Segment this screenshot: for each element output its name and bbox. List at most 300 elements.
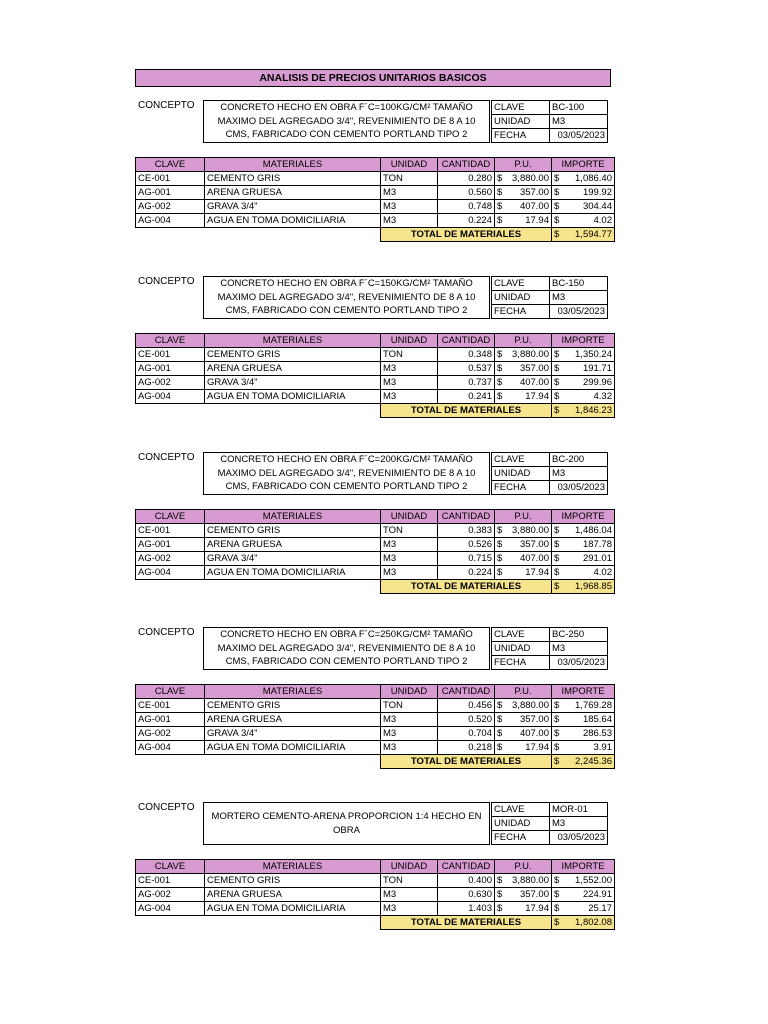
table-row [136,699,615,713]
table-row [136,741,615,755]
row-material: CEMENTO GRIS [205,699,381,713]
table-row [136,888,615,902]
row-clave: AG-001 [136,186,205,200]
row-pu [495,390,552,404]
unidad-value: M3 [550,642,608,656]
row-pu [495,902,552,916]
row-material: AGUA EN TOMA DOMICILIARIA [205,214,381,228]
currency-sign: $ [554,903,560,914]
row-cantidad: 0.348 [438,348,495,362]
column-header: CLAVE [136,510,205,524]
row-clave: AG-002 [136,727,205,741]
row-cantidad: 1.403 [438,902,495,916]
row-cantidad: 0.715 [438,552,495,566]
row-material: CEMENTO GRIS [205,172,381,186]
fecha-label: FECHA [492,481,550,495]
row-importe [552,390,615,404]
row-unidad: M3 [381,741,438,755]
document-title: ANALISIS DE PRECIOS UNITARIOS BASICOS [135,69,611,87]
importe-value: 3.91 [593,742,612,753]
materials-table [135,157,615,242]
total-value-cell [552,916,615,930]
importe-value: 1,552.00 [575,875,612,886]
currency-sign: $ [497,377,503,388]
column-header: IMPORTE [552,860,615,874]
column-header: MATERIALES [205,860,381,874]
pu-value: 3,880.00 [512,349,549,360]
row-unidad: M3 [381,888,438,902]
table-row [136,538,615,552]
table-row [136,214,615,228]
row-material: CEMENTO GRIS [205,524,381,538]
row-clave: AG-004 [136,741,205,755]
table-row [136,200,615,214]
row-unidad: M3 [381,376,438,390]
row-importe [552,376,615,390]
column-header: UNIDAD [381,334,438,348]
row-clave: AG-002 [136,376,205,390]
unidad-label: UNIDAD [492,291,550,305]
row-cantidad: 0.241 [438,390,495,404]
currency-sign: $ [554,525,560,536]
row-importe [552,699,615,713]
unidad-value: M3 [550,291,608,305]
concept-description: CONCRETO HECHO EN OBRA F´C=250KG/CM² TAMAÑO MAXIMO DEL AGREGADO 3/4", REVENIMIENTO DE 8 A 10 CMS, FABRICADO CON CEMENTO PORTLAND TIPO 2 [203,627,490,670]
row-importe [552,888,615,902]
row-cantidad: 0.400 [438,874,495,888]
row-clave: CE-001 [136,699,205,713]
row-pu [495,538,552,552]
row-unidad: TON [381,348,438,362]
pu-value: 407.00 [519,377,549,388]
concept-description: CONCRETO HECHO EN OBRA F´C=200KG/CM² TAMAÑO MAXIMO DEL AGREGADO 3/4", REVENIMIENTO DE 8 A 10 CMS, FABRICADO CON CEMENTO PORTLAND TIPO 2 [203,452,490,495]
currency-sign: $ [554,349,560,360]
row-material: ARENA GRUESA [205,538,381,552]
currency-sign: $ [554,539,560,550]
currency-sign: $ [554,728,560,739]
row-pu [495,186,552,200]
currency-sign: $ [497,700,503,711]
row-cantidad: 0.520 [438,713,495,727]
table-row [136,524,615,538]
table-row [136,186,615,200]
row-material: AGUA EN TOMA DOMICILIARIA [205,741,381,755]
currency-sign: $ [497,187,503,198]
row-material: AGUA EN TOMA DOMICILIARIA [205,390,381,404]
concept-description: MORTERO CEMENTO-ARENA PROPORCION 1:4 HECHO EN OBRA [203,802,490,845]
row-pu [495,552,552,566]
column-header: IMPORTE [552,158,615,172]
row-pu [495,727,552,741]
fecha-value: 03/05/2023 [550,656,608,670]
row-pu [495,713,552,727]
currency-sign: $ [554,173,560,184]
row-importe [552,524,615,538]
column-header: MATERIALES [205,685,381,699]
row-unidad: M3 [381,214,438,228]
currency-sign: $ [497,742,503,753]
fecha-value: 03/05/2023 [550,481,608,495]
fecha-label: FECHA [492,831,550,845]
currency-sign: $ [554,215,560,226]
row-pu [495,200,552,214]
row-unidad: M3 [381,566,438,580]
importe-value: 25.17 [588,903,612,914]
column-header: IMPORTE [552,685,615,699]
column-header: CANTIDAD [438,334,495,348]
importe-value: 187.78 [582,539,612,550]
currency-sign: $ [497,714,503,725]
currency-sign: $ [497,215,503,226]
row-material: CEMENTO GRIS [205,348,381,362]
table-row [136,713,615,727]
total-value: 2,245.36 [575,756,612,767]
concepto-label: CONCEPTO [138,627,195,638]
total-value: 1,968.85 [575,581,612,592]
pu-value: 407.00 [519,728,549,739]
row-importe [552,362,615,376]
importe-value: 191.71 [582,363,612,374]
row-material: ARENA GRUESA [205,713,381,727]
row-cantidad: 0.537 [438,362,495,376]
importe-value: 291.01 [582,553,612,564]
currency-sign: $ [554,581,560,592]
materials-table [135,684,615,769]
fecha-label: FECHA [492,305,550,319]
row-pu [495,699,552,713]
row-clave: AG-002 [136,200,205,214]
pu-value: 17.94 [525,391,549,402]
row-cantidad: 0.218 [438,741,495,755]
currency-sign: $ [554,917,560,928]
column-header: P.U. [495,860,552,874]
importe-value: 1,350.24 [575,349,612,360]
currency-sign: $ [497,567,503,578]
table-row [136,552,615,566]
pu-value: 17.94 [525,903,549,914]
row-clave: CE-001 [136,172,205,186]
row-unidad: TON [381,172,438,186]
currency-sign: $ [497,903,503,914]
importe-value: 1,769.28 [575,700,612,711]
row-cantidad: 0.526 [438,538,495,552]
row-unidad: M3 [381,186,438,200]
unidad-value: M3 [550,467,608,481]
row-cantidad: 0.280 [438,172,495,186]
table-row [136,376,615,390]
unidad-label: UNIDAD [492,467,550,481]
clave-value: BC-200 [550,453,608,467]
concept-meta [491,802,608,845]
importe-value: 1,086.40 [575,173,612,184]
pu-value: 17.94 [525,215,549,226]
row-unidad: TON [381,699,438,713]
row-clave: AG-004 [136,390,205,404]
concepto-label: CONCEPTO [138,452,195,463]
pu-value: 357.00 [519,363,549,374]
currency-sign: $ [554,714,560,725]
row-unidad: M3 [381,552,438,566]
row-material: ARENA GRUESA [205,186,381,200]
pu-value: 3,880.00 [512,525,549,536]
clave-label: CLAVE [492,101,550,115]
row-importe [552,741,615,755]
column-header: CLAVE [136,860,205,874]
currency-sign: $ [497,173,503,184]
concept-meta [491,452,608,495]
row-pu [495,362,552,376]
table-row [136,172,615,186]
clave-label: CLAVE [492,277,550,291]
importe-value: 4.02 [593,215,612,226]
row-pu [495,214,552,228]
total-row [136,916,615,930]
fecha-value: 03/05/2023 [550,129,608,143]
unidad-label: UNIDAD [492,817,550,831]
currency-sign: $ [554,742,560,753]
row-pu [495,874,552,888]
clave-value: BC-100 [550,101,608,115]
total-value: 1,594.77 [575,229,612,240]
total-value-cell [552,404,615,418]
column-header: MATERIALES [205,510,381,524]
currency-sign: $ [554,700,560,711]
total-row [136,580,615,594]
table-row [136,362,615,376]
total-row [136,404,615,418]
row-material: AGUA EN TOMA DOMICILIARIA [205,566,381,580]
materials-table [135,859,615,930]
column-header: IMPORTE [552,510,615,524]
total-label: TOTAL DE MATERIALES [381,916,552,930]
fecha-label: FECHA [492,656,550,670]
currency-sign: $ [497,391,503,402]
materials-table [135,509,615,594]
clave-label: CLAVE [492,628,550,642]
column-header: CANTIDAD [438,860,495,874]
currency-sign: $ [497,539,503,550]
currency-sign: $ [554,405,560,416]
concept-description: CONCRETO HECHO EN OBRA F´C=150KG/CM² TAMAÑO MAXIMO DEL AGREGADO 3/4", REVENIMIENTO DE 8 A 10 CMS, FABRICADO CON CEMENTO PORTLAND TIPO 2 [203,276,490,319]
concept-description: CONCRETO HECHO EN OBRA F´C=100KG/CM² TAMAÑO MAXIMO DEL AGREGADO 3/4", REVENIMIENTO DE 8 A 10 CMS, FABRICADO CON CEMENTO PORTLAND TIPO 2 [203,100,490,143]
importe-value: 1,486.04 [575,525,612,536]
unidad-label: UNIDAD [492,115,550,129]
table-row [136,727,615,741]
row-pu [495,741,552,755]
column-header: IMPORTE [552,334,615,348]
currency-sign: $ [497,349,503,360]
total-value-cell [552,755,615,769]
row-unidad: M3 [381,390,438,404]
pu-value: 357.00 [519,889,549,900]
importe-value: 4.02 [593,567,612,578]
concepto-label: CONCEPTO [138,276,195,287]
importe-value: 304.44 [582,201,612,212]
total-value-cell [552,228,615,242]
column-header: CLAVE [136,334,205,348]
column-header: MATERIALES [205,158,381,172]
column-header: UNIDAD [381,685,438,699]
total-row [136,755,615,769]
row-clave: AG-002 [136,552,205,566]
pu-value: 3,880.00 [512,700,549,711]
column-header: CANTIDAD [438,510,495,524]
row-material: GRAVA 3/4" [205,552,381,566]
row-material: GRAVA 3/4" [205,727,381,741]
column-header: P.U. [495,510,552,524]
column-header: UNIDAD [381,158,438,172]
column-header: CANTIDAD [438,685,495,699]
currency-sign: $ [554,377,560,388]
row-cantidad: 0.704 [438,727,495,741]
importe-value: 286.53 [582,728,612,739]
row-unidad: TON [381,524,438,538]
row-cantidad: 0.748 [438,200,495,214]
row-importe [552,713,615,727]
pu-value: 357.00 [519,714,549,725]
total-label: TOTAL DE MATERIALES [381,404,552,418]
currency-sign: $ [554,391,560,402]
pu-value: 17.94 [525,742,549,753]
row-material: AGUA EN TOMA DOMICILIARIA [205,902,381,916]
row-pu [495,566,552,580]
clave-label: CLAVE [492,453,550,467]
materials-table [135,333,615,418]
fecha-value: 03/05/2023 [550,831,608,845]
column-header: CANTIDAD [438,158,495,172]
row-unidad: M3 [381,200,438,214]
currency-sign: $ [497,875,503,886]
table-row [136,348,615,362]
total-value: 1,802.08 [575,917,612,928]
concept-meta [491,100,608,143]
row-pu [495,376,552,390]
clave-value: MOR-01 [550,803,608,817]
row-cantidad: 0.560 [438,186,495,200]
column-header: P.U. [495,334,552,348]
row-importe [552,566,615,580]
row-clave: AG-001 [136,538,205,552]
row-clave: AG-001 [136,713,205,727]
row-clave: AG-004 [136,566,205,580]
row-unidad: M3 [381,538,438,552]
currency-sign: $ [554,553,560,564]
row-material: CEMENTO GRIS [205,874,381,888]
row-clave: CE-001 [136,348,205,362]
unidad-value: M3 [550,817,608,831]
currency-sign: $ [497,553,503,564]
importe-value: 224.91 [582,889,612,900]
total-label: TOTAL DE MATERIALES [381,755,552,769]
row-unidad: M3 [381,902,438,916]
row-importe [552,727,615,741]
currency-sign: $ [497,363,503,374]
currency-sign: $ [554,201,560,212]
currency-sign: $ [554,889,560,900]
row-pu [495,888,552,902]
currency-sign: $ [554,567,560,578]
currency-sign: $ [554,875,560,886]
row-material: ARENA GRUESA [205,362,381,376]
row-unidad: TON [381,874,438,888]
currency-sign: $ [497,889,503,900]
importe-value: 185.64 [582,714,612,725]
row-importe [552,874,615,888]
row-importe [552,348,615,362]
currency-sign: $ [497,728,503,739]
concepto-label: CONCEPTO [138,802,195,813]
currency-sign: $ [497,201,503,212]
row-clave: CE-001 [136,874,205,888]
column-header: MATERIALES [205,334,381,348]
pu-value: 357.00 [519,539,549,550]
row-importe [552,538,615,552]
pu-value: 407.00 [519,201,549,212]
row-clave: AG-002 [136,888,205,902]
total-value: 1,846.23 [575,405,612,416]
unidad-label: UNIDAD [492,642,550,656]
table-row [136,566,615,580]
fecha-value: 03/05/2023 [550,305,608,319]
clave-label: CLAVE [492,803,550,817]
row-importe [552,902,615,916]
column-header: P.U. [495,158,552,172]
row-importe [552,200,615,214]
importe-value: 4.32 [593,391,612,402]
row-cantidad: 0.456 [438,699,495,713]
concept-meta [491,627,608,670]
table-row [136,390,615,404]
clave-value: BC-250 [550,628,608,642]
row-clave: AG-004 [136,214,205,228]
table-row [136,874,615,888]
column-header: CLAVE [136,158,205,172]
pu-value: 357.00 [519,187,549,198]
fecha-label: FECHA [492,129,550,143]
row-unidad: M3 [381,362,438,376]
row-importe [552,214,615,228]
column-header: CLAVE [136,685,205,699]
pu-value: 3,880.00 [512,173,549,184]
row-cantidad: 0.224 [438,566,495,580]
row-material: GRAVA 3/4" [205,376,381,390]
currency-sign: $ [497,525,503,536]
pu-value: 17.94 [525,567,549,578]
total-label: TOTAL DE MATERIALES [381,580,552,594]
clave-value: BC-150 [550,277,608,291]
column-header: UNIDAD [381,860,438,874]
total-label: TOTAL DE MATERIALES [381,228,552,242]
row-cantidad: 0.383 [438,524,495,538]
row-clave: AG-001 [136,362,205,376]
pu-value: 3,880.00 [512,875,549,886]
row-pu [495,524,552,538]
row-importe [552,552,615,566]
pu-value: 407.00 [519,553,549,564]
row-pu [495,348,552,362]
row-importe [552,186,615,200]
concept-meta [491,276,608,319]
currency-sign: $ [554,229,560,240]
row-importe [552,172,615,186]
row-clave: AG-004 [136,902,205,916]
row-material: ARENA GRUESA [205,888,381,902]
concepto-label: CONCEPTO [138,100,195,111]
row-unidad: M3 [381,713,438,727]
importe-value: 299.96 [582,377,612,388]
total-row [136,228,615,242]
column-header: P.U. [495,685,552,699]
